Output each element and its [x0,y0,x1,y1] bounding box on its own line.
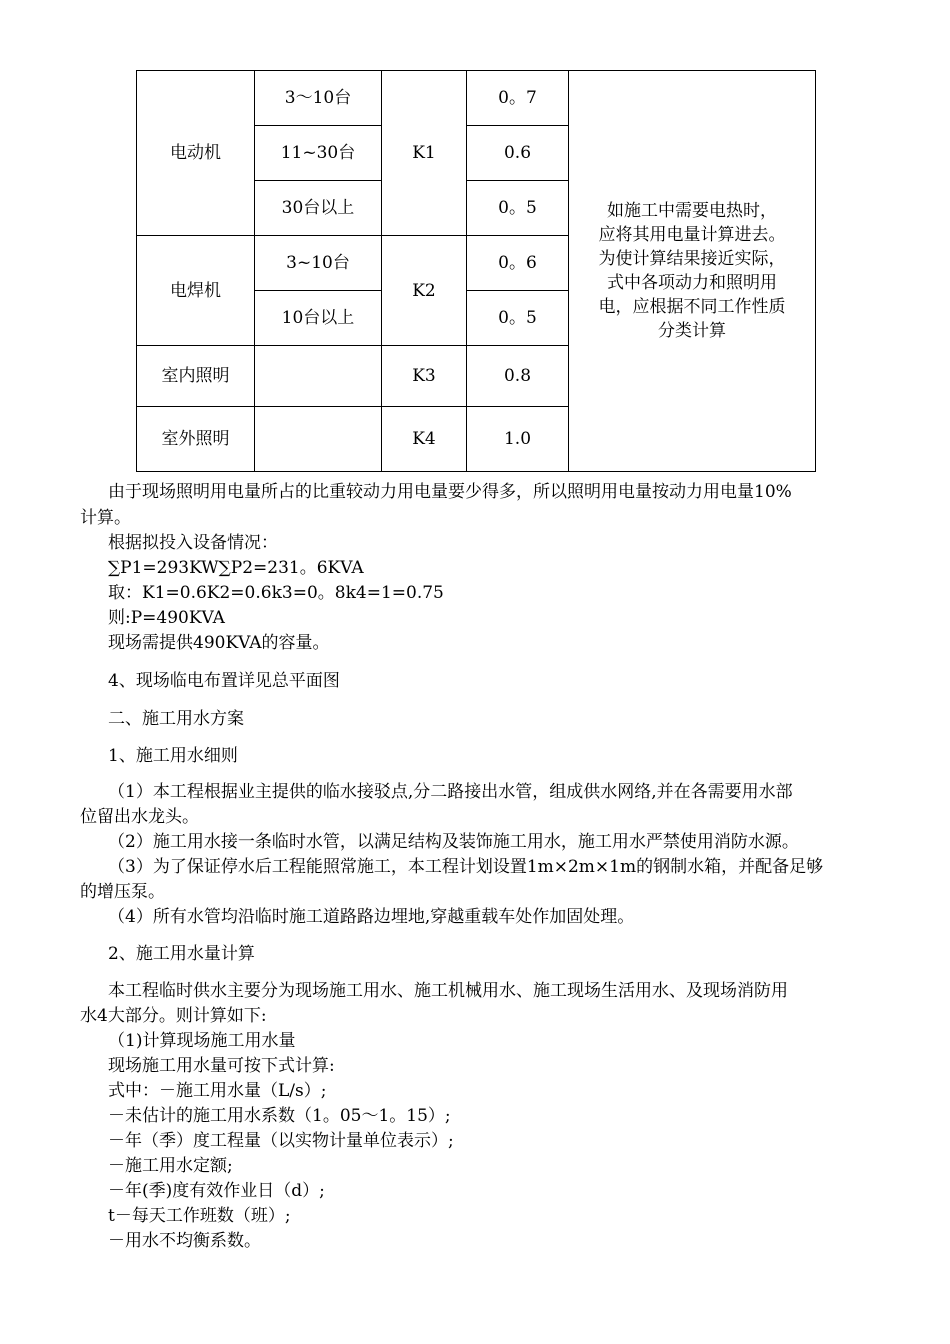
section-heading: 1、施工用水细则 [108,746,238,766]
paragraph-text: 的增压泵。 [80,882,165,902]
table-note [569,71,816,472]
coefficient-symbol: K4 [382,407,467,472]
equipment-count: 30台以上 [255,181,382,236]
paragraph-text: 现场施工用水量可按下式计算: [108,1056,335,1076]
equipment-count: 11~30台 [255,126,382,181]
note-line: 电，应根据不同工作性质 [598,297,786,317]
paragraph-text: －施工用水定额; [108,1156,233,1176]
paragraph-text: －年（季）度工程量（以实物计量单位表示）; [108,1131,454,1151]
formula-text: 则:P=490KVA [108,608,225,628]
note-line: 式中各项动力和照明用 [607,273,777,293]
paragraph-text: －未估计的施工用水系数（1。05～1。15）; [108,1106,451,1126]
equipment-count [255,407,382,472]
paragraph-text: 位留出水龙头。 [80,807,199,827]
paragraph-text: －用水不均衡系数。 [108,1231,261,1251]
paragraph-text: 根据拟投入设备情况： [108,533,278,553]
paragraph-text: （1）本工程根据业主提供的临水接驳点,分二路接出水管，组成供水网络,并在各需要用水部 [108,782,793,802]
note-line: 分类计算 [658,321,726,341]
table-row [137,71,816,126]
coefficient-table [136,70,816,472]
coefficient-value: 0。5 [467,181,569,236]
equipment-count: 3~10台 [255,236,382,291]
coefficient-value: 0.6 [467,126,569,181]
paragraph-text: 水4大部分。则计算如下: [80,1006,267,1026]
equipment-count: 10台以上 [255,291,382,346]
coefficient-value: 0.8 [467,346,569,407]
paragraph-text: 现场需提供490KVA的容量。 [108,633,330,653]
coefficient-symbol: K1 [382,71,467,236]
section-heading: 2、施工用水量计算 [108,944,255,964]
equipment-name: 室内照明 [137,346,255,407]
section-heading: 二、施工用水方案 [108,709,244,729]
paragraph-text: 由于现场照明用电量所占的比重较动力用电量要少得多，所以照明用电量按动力用电量10% [108,482,792,502]
paragraph-text: 计算。 [80,508,131,528]
coefficient-symbol: K3 [382,346,467,407]
note-line: 为使计算结果接近实际， [598,249,786,269]
paragraph-text: （3）为了保证停水后工程能照常施工，本工程计划设置1m×2m×1m的钢制水箱，并配备足够 [108,857,824,877]
section-heading: 4、现场临电布置详见总平面图 [108,671,340,691]
note-line: 应将其用电量计算进去。 [598,225,786,245]
paragraph-text: （4）所有水管均沿临时施工道路路边埋地,穿越重载车处作加固处理。 [108,907,635,927]
equipment-name: 电焊机 [137,236,255,346]
formula-text: ∑P1=293KW∑P2=231。6KVA [108,558,364,578]
equipment-name: 室外照明 [137,407,255,472]
paragraph-text: 本工程临时供水主要分为现场施工用水、施工机械用水、施工现场生活用水、及现场消防用 [108,981,788,1001]
coefficient-value: 0。7 [467,71,569,126]
coefficient-value: 0。5 [467,291,569,346]
paragraph-text: t－每天工作班数（班）; [108,1206,291,1226]
formula-text: 取：K1=0.6K2=0.6k3=0。8k4=1=0.75 [108,583,444,603]
paragraph-text: （2）施工用水接一条临时水管，以满足结构及装饰施工用水，施工用水严禁使用消防水源。 [108,832,799,852]
coefficient-value: 0。6 [467,236,569,291]
coefficient-symbol: K2 [382,236,467,346]
paragraph-text: －年(季)度有效作业日（d）; [108,1181,325,1201]
equipment-count [255,346,382,407]
paragraph-text: 式中：－施工用水量（L/s）; [108,1081,327,1101]
equipment-count: 3～10台 [255,71,382,126]
paragraph-text: （1)计算现场施工用水量 [108,1031,296,1051]
note-line: 如施工中需要电热时， [607,201,777,221]
coefficient-value: 1.0 [467,407,569,472]
equipment-name: 电动机 [137,71,255,236]
